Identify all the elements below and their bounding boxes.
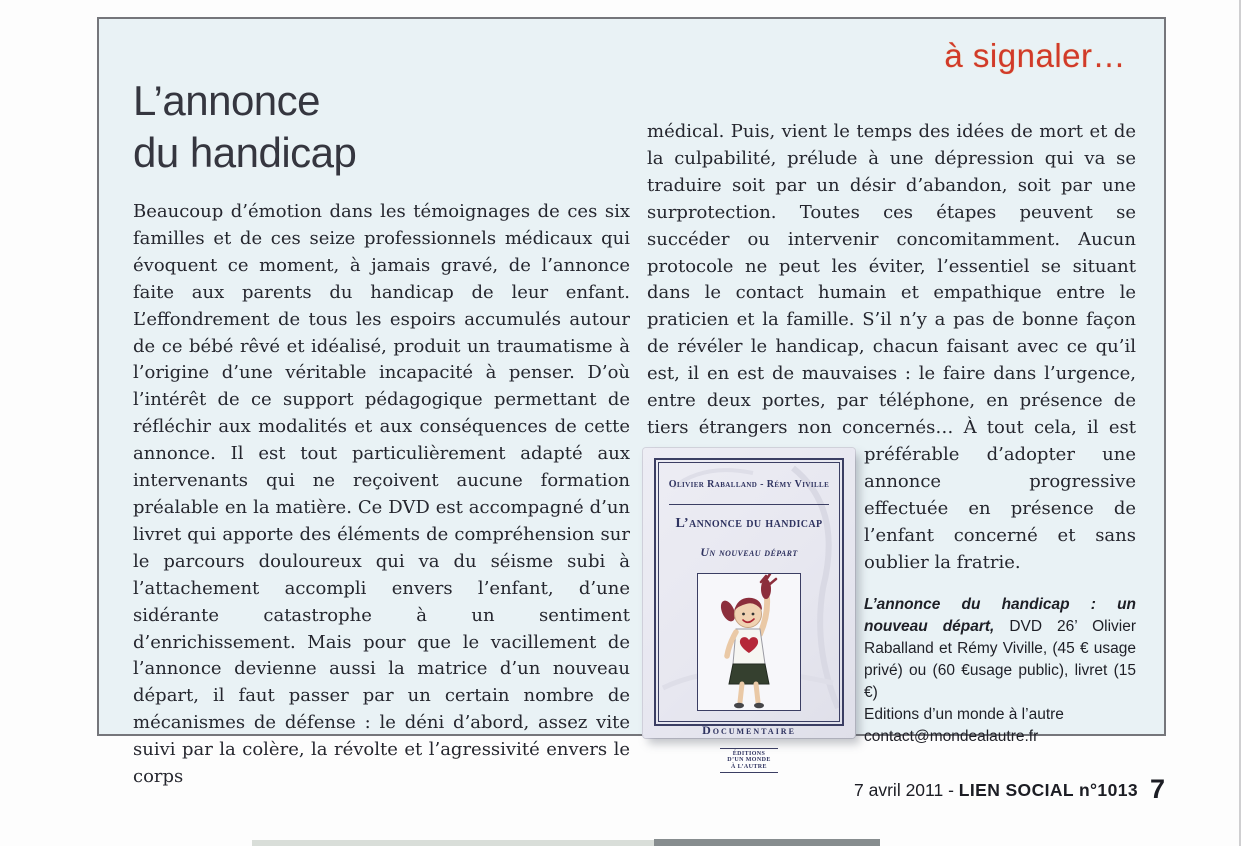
cover-authors: Olivier Raballand - Rémy Viville — [668, 478, 830, 490]
cover-illustration — [697, 573, 801, 711]
footer-date: 7 avril 2011 - — [854, 780, 959, 800]
cover-subtitle: Un nouveau départ — [700, 544, 798, 559]
section-label: à signaler… — [944, 37, 1126, 74]
dvd-caption-publisher: Editions d’un monde à l’autre — [864, 706, 1064, 724]
cover-publisher-logo — [720, 748, 778, 774]
dvd-caption-details: DVD 26’ Olivier Raballand et Rémy Viville, (45 € usage privé) ou (60 €usage public), livret (15 €) — [864, 618, 1136, 702]
dvd-caption-contact: contact@mondealautre.fr — [864, 728, 1039, 746]
cover-publisher-line2: D’UN MONDE — [727, 757, 771, 763]
footer-magazine-name: LIEN SOCIAL n°1013 — [958, 780, 1138, 800]
article-title-line2: du handicap — [133, 129, 357, 176]
cover-publisher-line1: ÉDITIONS — [732, 750, 766, 757]
scan-artifact-dark-strip — [654, 839, 880, 846]
cover-frame-inner — [658, 462, 840, 770]
cover-publisher-line3: À L’AUTRE — [731, 763, 767, 770]
girl-drawing-icon — [698, 574, 800, 710]
article-title — [133, 75, 356, 179]
page-footer — [0, 774, 1165, 805]
footer-page-number: 7 — [1149, 774, 1165, 804]
article-title-line1: L’annonce — [133, 77, 321, 124]
dvd-caption-reference — [864, 594, 1136, 704]
scan-artifact-light-strip — [252, 840, 654, 846]
dvd-caption-title: L’annonce du handicap : un nouveau départ, — [864, 596, 1136, 636]
cover-frame — [654, 458, 844, 770]
cover-genre: Documentaire — [702, 722, 796, 737]
article-right-column — [647, 119, 1136, 770]
dvd-caption — [864, 594, 1136, 748]
article-right-column-top: médical. Puis, vient le temps des idées de mort et de la culpabilité, prélude à une dépression qui va se traduire soit par un désir d’abandon, soit par une surprotection. Toutes ces étapes peuvent se succéder ou intervenir concomitamment. Aucun protocole ne peut les éviter, l’essentiel se situant dans le contact humain et empathique entre le praticien et la famille. S’il n’y a pas de bonne façon de révéler le handicap, chacun faisant avec ce qu’il est, il en est de mauvaises : le faire dans l’urgence, entre deux portes, par téléphone, en présence de tiers étrangers non concernés… À tout — [647, 121, 1136, 438]
cover-title: L’annonce du handicap — [675, 515, 823, 531]
article-left-column: Beaucoup d’émotion dans les témoignages de ces six familles et de ces seize professionnels médicaux qui évoquent ce moment, à jamais gravé, de l’annonce faite aux parents du handicap de leur enfant. L’effondrement de tous les espoirs accumulés autour de ce bébé rêvé et idéalisé, produit un traumatisme à l’origine d’une véritable incapacité à penser. D’où l’intérêt de ce support pédagogique permettant de réfléchir aux modalités et aux conséquences de cette annonce. Il est tout particulièrement adapté aux intervenants qui ne reçoivent aucune formation préalable en la matière. Ce DVD est accompagné d’un livret qui apporte des éléments de compréhension sur le parcours douloureux qui va du séisme subi à l’attachement accompli envers l’enfant, d’une sidérante catastrophe à un sentiment d’enrichissement. Mais pour que le vacillement de l’annonce devienne aussi la matrice d’un nouveau départ, il faut passer par un certain nombre de mécanismes de défense : le déni d’abord, assez vite suivi par la colère, la révolte et l’agressivité envers le corps — [133, 201, 630, 788]
dvd-cover — [643, 448, 855, 770]
article-right-column-beside-cover: cela, il est préférable d’adopter une annonce progressive effectuée en présence de l’enfant concerné et sans oublier la fratrie. — [864, 416, 1136, 573]
article-panel — [97, 17, 1166, 788]
cover-rule — [669, 504, 829, 505]
